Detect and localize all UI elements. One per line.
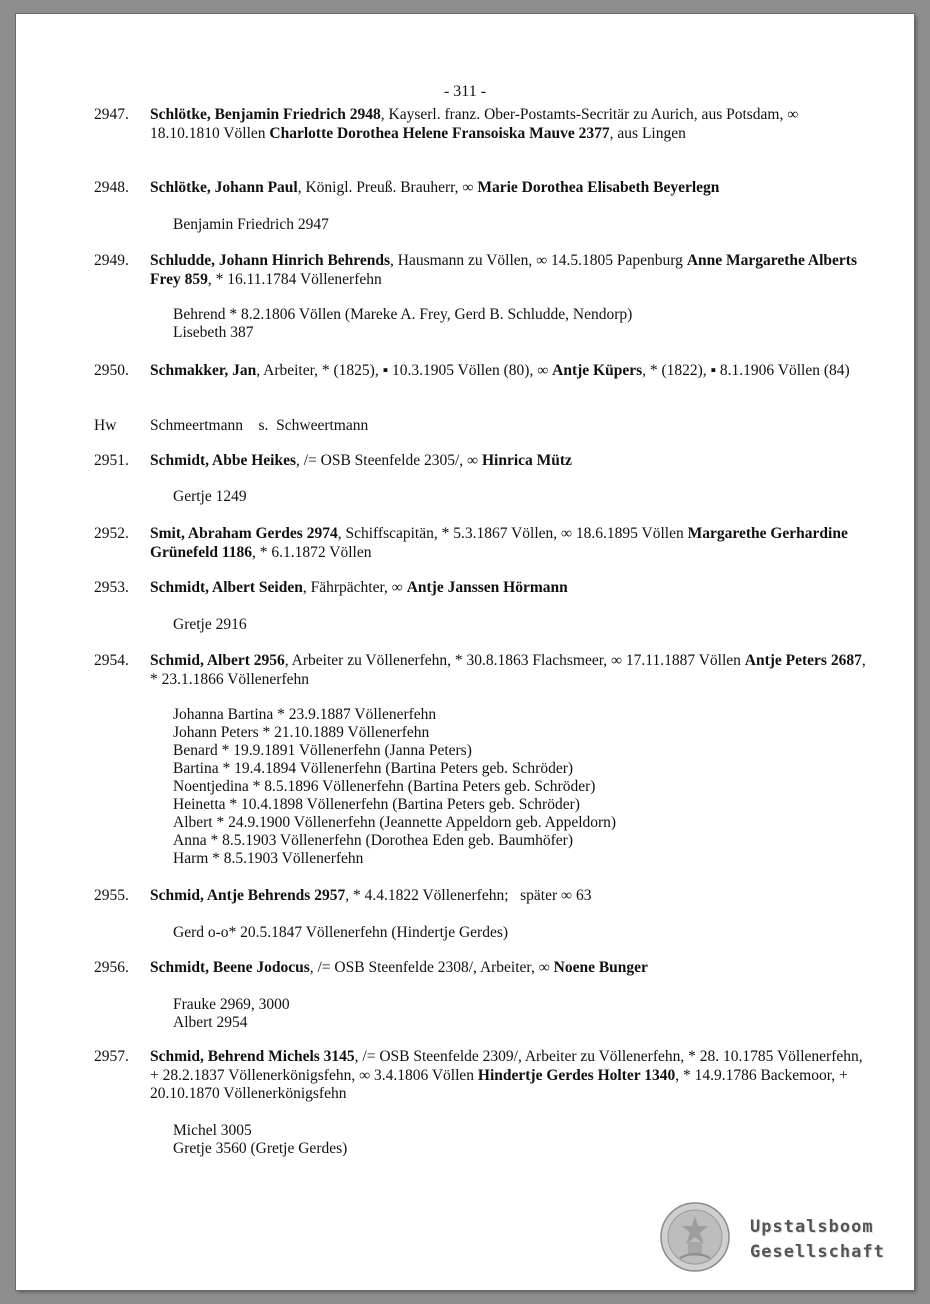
children-list — [173, 488, 247, 506]
entry-number: 2957. — [94, 1048, 129, 1065]
entry-text: Schmid, Behrend Michels 3145, /= OSB Steenfelde 2309/, Arbeiter zu Völlenerfehn, * 28. 10.1785 Völlenerfehn, + 28.2.1837 Völlenerkönigsfehn, ∞ 3.4.1806 Völlen Hindertje Gerdes Holter 1340, * 14.9.1786 Backemoor, + 20.10.1870 Völlenerkönigsfehn — [150, 1048, 863, 1102]
child-entry: Johanna Bartina * 23.9.1887 Völlenerfehn — [173, 706, 437, 723]
entry-number: 2956. — [94, 959, 129, 976]
child-entry: Gertje 1249 — [173, 488, 247, 505]
document-page — [16, 14, 914, 1290]
entry-number: 2954. — [94, 652, 129, 669]
entry-number: 2951. — [94, 452, 129, 469]
page-number: - 311 - — [443, 83, 487, 100]
entry-text: Schmakker, Jan, Arbeiter, * (1825), ▪ 10.3.1905 Völlen (80), ∞ Antje Küpers, * (1822), ▪ 8.1.1906 Völlen (84) — [150, 362, 850, 379]
child-entry: Johann Peters * 21.10.1889 Völlenerfehn — [173, 724, 430, 741]
child-entry: Frauke 2969, 3000 — [173, 996, 290, 1013]
child-entry: Behrend * 8.2.1806 Völlen (Mareke A. Frey, Gerd B. Schludde, Nendorp) — [173, 306, 633, 323]
child-entry: Harm * 8.5.1903 Völlenerfehn — [173, 850, 364, 867]
entry-text: Schmidt, Albert Seiden, Fährpächter, ∞ Antje Janssen Hörmann — [150, 579, 568, 596]
child-entry: Bartina * 19.4.1894 Völlenerfehn (Bartina Peters geb. Schröder) — [173, 760, 574, 777]
child-entry: Gretje 3560 (Gretje Gerdes) — [173, 1140, 348, 1157]
entry-text: Schlötke, Benjamin Friedrich 2948, Kayserl. franz. Ober-Postamts-Secritär zu Aurich, aus Potsdam, ∞ 18.10.1810 Völlen Charlotte Dorothea Helene Fransoiska Mauve 2377, aus Lingen — [150, 106, 799, 142]
child-entry: Albert 2954 — [173, 1014, 248, 1031]
child-entry: Gerd o-o* 20.5.1847 Völlenerfehn (Hindertje Gerdes) — [173, 924, 509, 941]
children-list — [173, 616, 247, 634]
society-name-line2: Gesellschaft — [750, 1242, 885, 1262]
entry-text: Schludde, Johann Hinrich Behrends, Hausmann zu Völlen, ∞ 14.5.1805 Papenburg Anne Margarethe Alberts Frey 859, * 16.11.1784 Völlenerfehn — [150, 252, 857, 288]
entry-text: Smit, Abraham Gerdes 2974, Schiffscapitän, * 5.3.1867 Völlen, ∞ 18.6.1895 Völlen Margarethe Gerhardine Grünefeld 1186, * 6.1.1872 Völlen — [150, 525, 848, 561]
entry-text: Schmid, Antje Behrends 2957, * 4.4.1822 Völlenerfehn; später ∞ 63 — [150, 887, 592, 904]
child-entry: Albert * 24.9.1900 Völlenerfehn (Jeannette Appeldorn geb. Appeldorn) — [173, 814, 617, 831]
entry-number: 2947. — [94, 106, 129, 123]
entry-text: Schmeertmann s. Schweertmann — [150, 417, 369, 434]
child-entry: Michel 3005 — [173, 1122, 252, 1139]
entry-number: 2955. — [94, 887, 129, 904]
entry-text: Schmidt, Beene Jodocus, /= OSB Steenfelde 2308/, Arbeiter, ∞ Noene Bunger — [150, 959, 648, 976]
children-list — [173, 924, 508, 942]
entry-number: 2952. — [94, 525, 129, 542]
child-entry: Benjamin Friedrich 2947 — [173, 216, 329, 233]
entry-number: 2953. — [94, 579, 129, 596]
entry-number: 2949. — [94, 252, 129, 269]
children-list — [173, 216, 329, 234]
society-seal-icon — [660, 1202, 730, 1272]
entry-number: Hw — [94, 417, 117, 434]
society-name-line1: Upstalsboom — [750, 1217, 874, 1237]
entry-text: Schmid, Albert 2956, Arbeiter zu Völlenerfehn, * 30.8.1863 Flachsmeer, ∞ 17.11.1887 Völlen Antje Peters 2687, * 23.1.1866 Völlenerfehn — [150, 652, 866, 688]
entry-text: Schmidt, Abbe Heikes, /= OSB Steenfelde 2305/, ∞ Hinrica Mütz — [150, 452, 572, 469]
children-list — [173, 1122, 347, 1158]
child-entry: Gretje 2916 — [173, 616, 247, 633]
child-entry: Lisebeth 387 — [173, 324, 254, 341]
entry-text: Schlötke, Johann Paul, Königl. Preuß. Brauherr, ∞ Marie Dorothea Elisabeth Beyerlegn — [150, 179, 720, 196]
entry-number: 2950. — [94, 362, 129, 379]
child-entry: Heinetta * 10.4.1898 Völlenerfehn (Bartina Peters geb. Schröder) — [173, 796, 580, 813]
entry-number: 2948. — [94, 179, 129, 196]
child-entry: Noentjedina * 8.5.1896 Völlenerfehn (Bartina Peters geb. Schröder) — [173, 778, 596, 795]
society-name — [750, 1215, 885, 1265]
children-list — [173, 706, 616, 868]
children-list — [173, 306, 632, 342]
child-entry: Benard * 19.9.1891 Völlenerfehn (Janna Peters) — [173, 742, 472, 759]
child-entry: Anna * 8.5.1903 Völlenerfehn (Dorothea Eden geb. Baumhöfer) — [173, 832, 574, 849]
children-list — [173, 996, 290, 1032]
